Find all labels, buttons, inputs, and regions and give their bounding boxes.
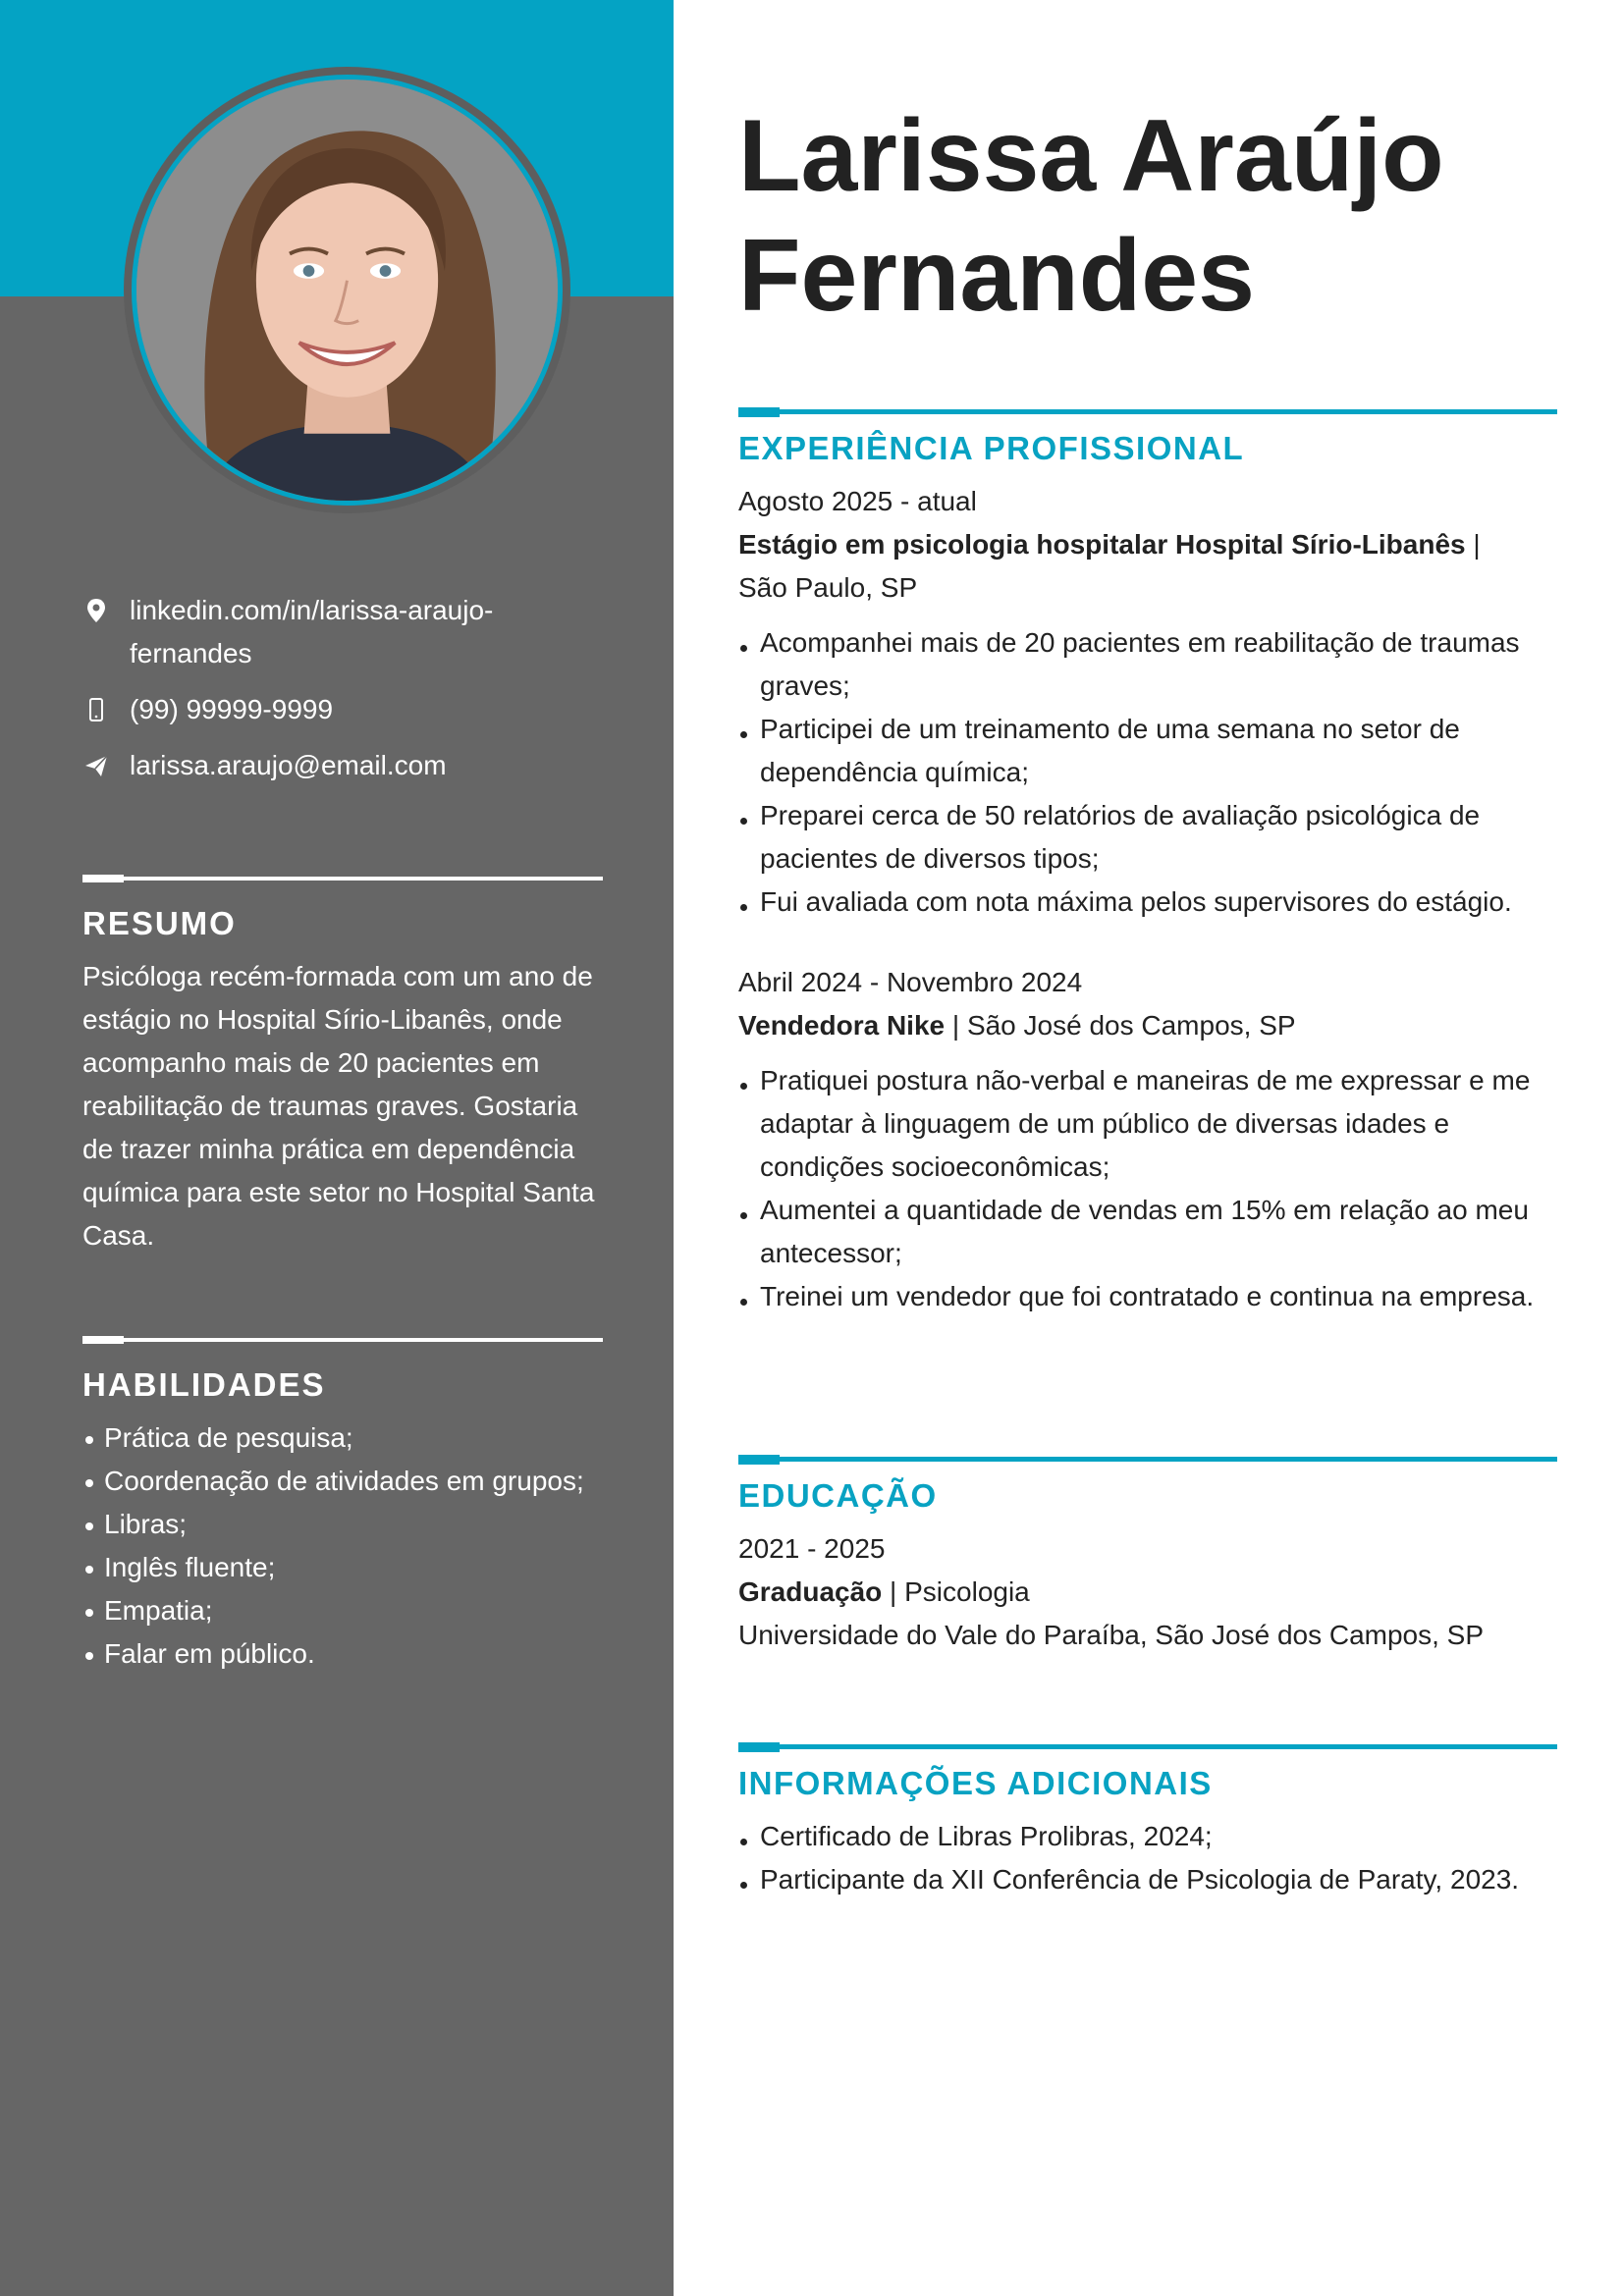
job-separator: | xyxy=(1465,529,1481,560)
job-bullet: Aumentei a quantidade de vendas em 15% em relação ao meu antecessor; xyxy=(738,1189,1557,1275)
linkedin-url[interactable]: linkedin.com/in/larissa-araujo-fernandes xyxy=(130,595,494,668)
summary-title: RESUMO xyxy=(82,905,237,941)
page-title xyxy=(738,96,1557,336)
experience-title: EXPERIÊNCIA PROFISSIONAL xyxy=(738,430,1245,466)
sidebar xyxy=(0,0,674,2296)
job-heading xyxy=(738,523,1557,610)
additional-section xyxy=(738,1742,1557,1901)
avatar-portrait xyxy=(136,80,558,501)
skills-list xyxy=(82,1416,603,1676)
summary-section xyxy=(82,875,603,1257)
job-role: Estágio em psicologia hospitalar Hospital Sírio-Libanês xyxy=(738,529,1466,560)
additional-item: Participante da XII Conferência de Psicologia de Paraty, 2023. xyxy=(738,1858,1557,1901)
skill-item: Falar em público. xyxy=(82,1632,603,1676)
additional-divider xyxy=(738,1742,1557,1752)
skill-item: Libras; xyxy=(82,1503,603,1546)
job-heading xyxy=(738,1004,1557,1047)
education-divider xyxy=(738,1455,1557,1465)
additional-list xyxy=(738,1815,1557,1901)
job-bullet: Treinei um vendedor que foi contratado e continua na empresa. xyxy=(738,1275,1557,1318)
education-separator: | xyxy=(882,1576,905,1607)
job-bullet: Fui avaliada com nota máxima pelos supervisores do estágio. xyxy=(738,881,1557,924)
skills-divider xyxy=(82,1336,603,1344)
job-separator: | xyxy=(945,1010,967,1041)
contact-email[interactable] xyxy=(82,744,593,787)
email-address[interactable]: larissa.araujo@email.com xyxy=(130,750,447,780)
job-bullets xyxy=(738,621,1557,924)
contact-list xyxy=(82,589,593,800)
job-period: Agosto 2025 - atual xyxy=(738,486,977,516)
education-period: 2021 - 2025 xyxy=(738,1533,886,1564)
education-section xyxy=(738,1455,1557,1657)
contact-linkedin[interactable] xyxy=(82,589,593,675)
education-course: Psicologia xyxy=(904,1576,1030,1607)
name-line-1: Larissa Araújo xyxy=(738,99,1444,213)
name-line-2: Fernandes xyxy=(738,219,1255,333)
phone-icon xyxy=(82,688,110,731)
skill-item: Inglês fluente; xyxy=(82,1546,603,1589)
avatar-frame xyxy=(124,67,570,513)
skill-item: Coordenação de atividades em grupos; xyxy=(82,1460,603,1503)
summary-divider xyxy=(82,875,603,882)
job-bullet: Acompanhei mais de 20 pacientes em reabilitação de traumas graves; xyxy=(738,621,1557,708)
job-bullet: Participei de um treinamento de uma semana no setor de dependência química; xyxy=(738,708,1557,794)
additional-title: INFORMAÇÕES ADICIONAIS xyxy=(738,1765,1213,1801)
job-location: São José dos Campos, SP xyxy=(966,1010,1296,1041)
education-institution: Universidade do Vale do Paraíba, São José dos Campos, SP xyxy=(738,1620,1485,1650)
phone-number[interactable]: (99) 99999-9999 xyxy=(130,694,334,724)
job-location: São Paulo, SP xyxy=(738,572,918,603)
education-degree: Graduação xyxy=(738,1576,883,1607)
summary-text: Psicóloga recém-formada com um ano de estágio no Hospital Sírio-Libanês, onde acompanho mais de 20 pacientes em reabilitação de traumas graves. Gostaria de trazer minha prática em dependência química para este setor no Hospital Santa Casa. xyxy=(82,961,595,1251)
send-icon xyxy=(82,744,110,787)
skill-item: Empatia; xyxy=(82,1589,603,1632)
skills-section xyxy=(82,1336,603,1676)
skills-title: HABILIDADES xyxy=(82,1366,326,1403)
education-degree-line xyxy=(738,1571,1557,1614)
job-entry xyxy=(738,961,1557,1318)
additional-item: Certificado de Libras Prolibras, 2024; xyxy=(738,1815,1557,1858)
location-pin-icon xyxy=(82,589,110,632)
avatar xyxy=(132,75,563,506)
education-title: EDUCAÇÃO xyxy=(738,1477,938,1514)
job-period: Abril 2024 - Novembro 2024 xyxy=(738,967,1083,997)
job-entry xyxy=(738,480,1557,924)
skill-item: Prática de pesquisa; xyxy=(82,1416,603,1460)
job-bullet: Preparei cerca de 50 relatórios de avaliação psicológica de pacientes de diversos tipos; xyxy=(738,794,1557,881)
job-role: Vendedora Nike xyxy=(738,1010,946,1041)
job-bullets xyxy=(738,1059,1557,1318)
contact-phone[interactable] xyxy=(82,688,593,731)
job-bullet: Pratiquei postura não-verbal e maneiras de me expressar e me adaptar à linguagem de um público de diversas idades e condições socioeconômicas; xyxy=(738,1059,1557,1189)
experience-divider xyxy=(738,407,1557,417)
experience-section xyxy=(738,407,1557,1318)
